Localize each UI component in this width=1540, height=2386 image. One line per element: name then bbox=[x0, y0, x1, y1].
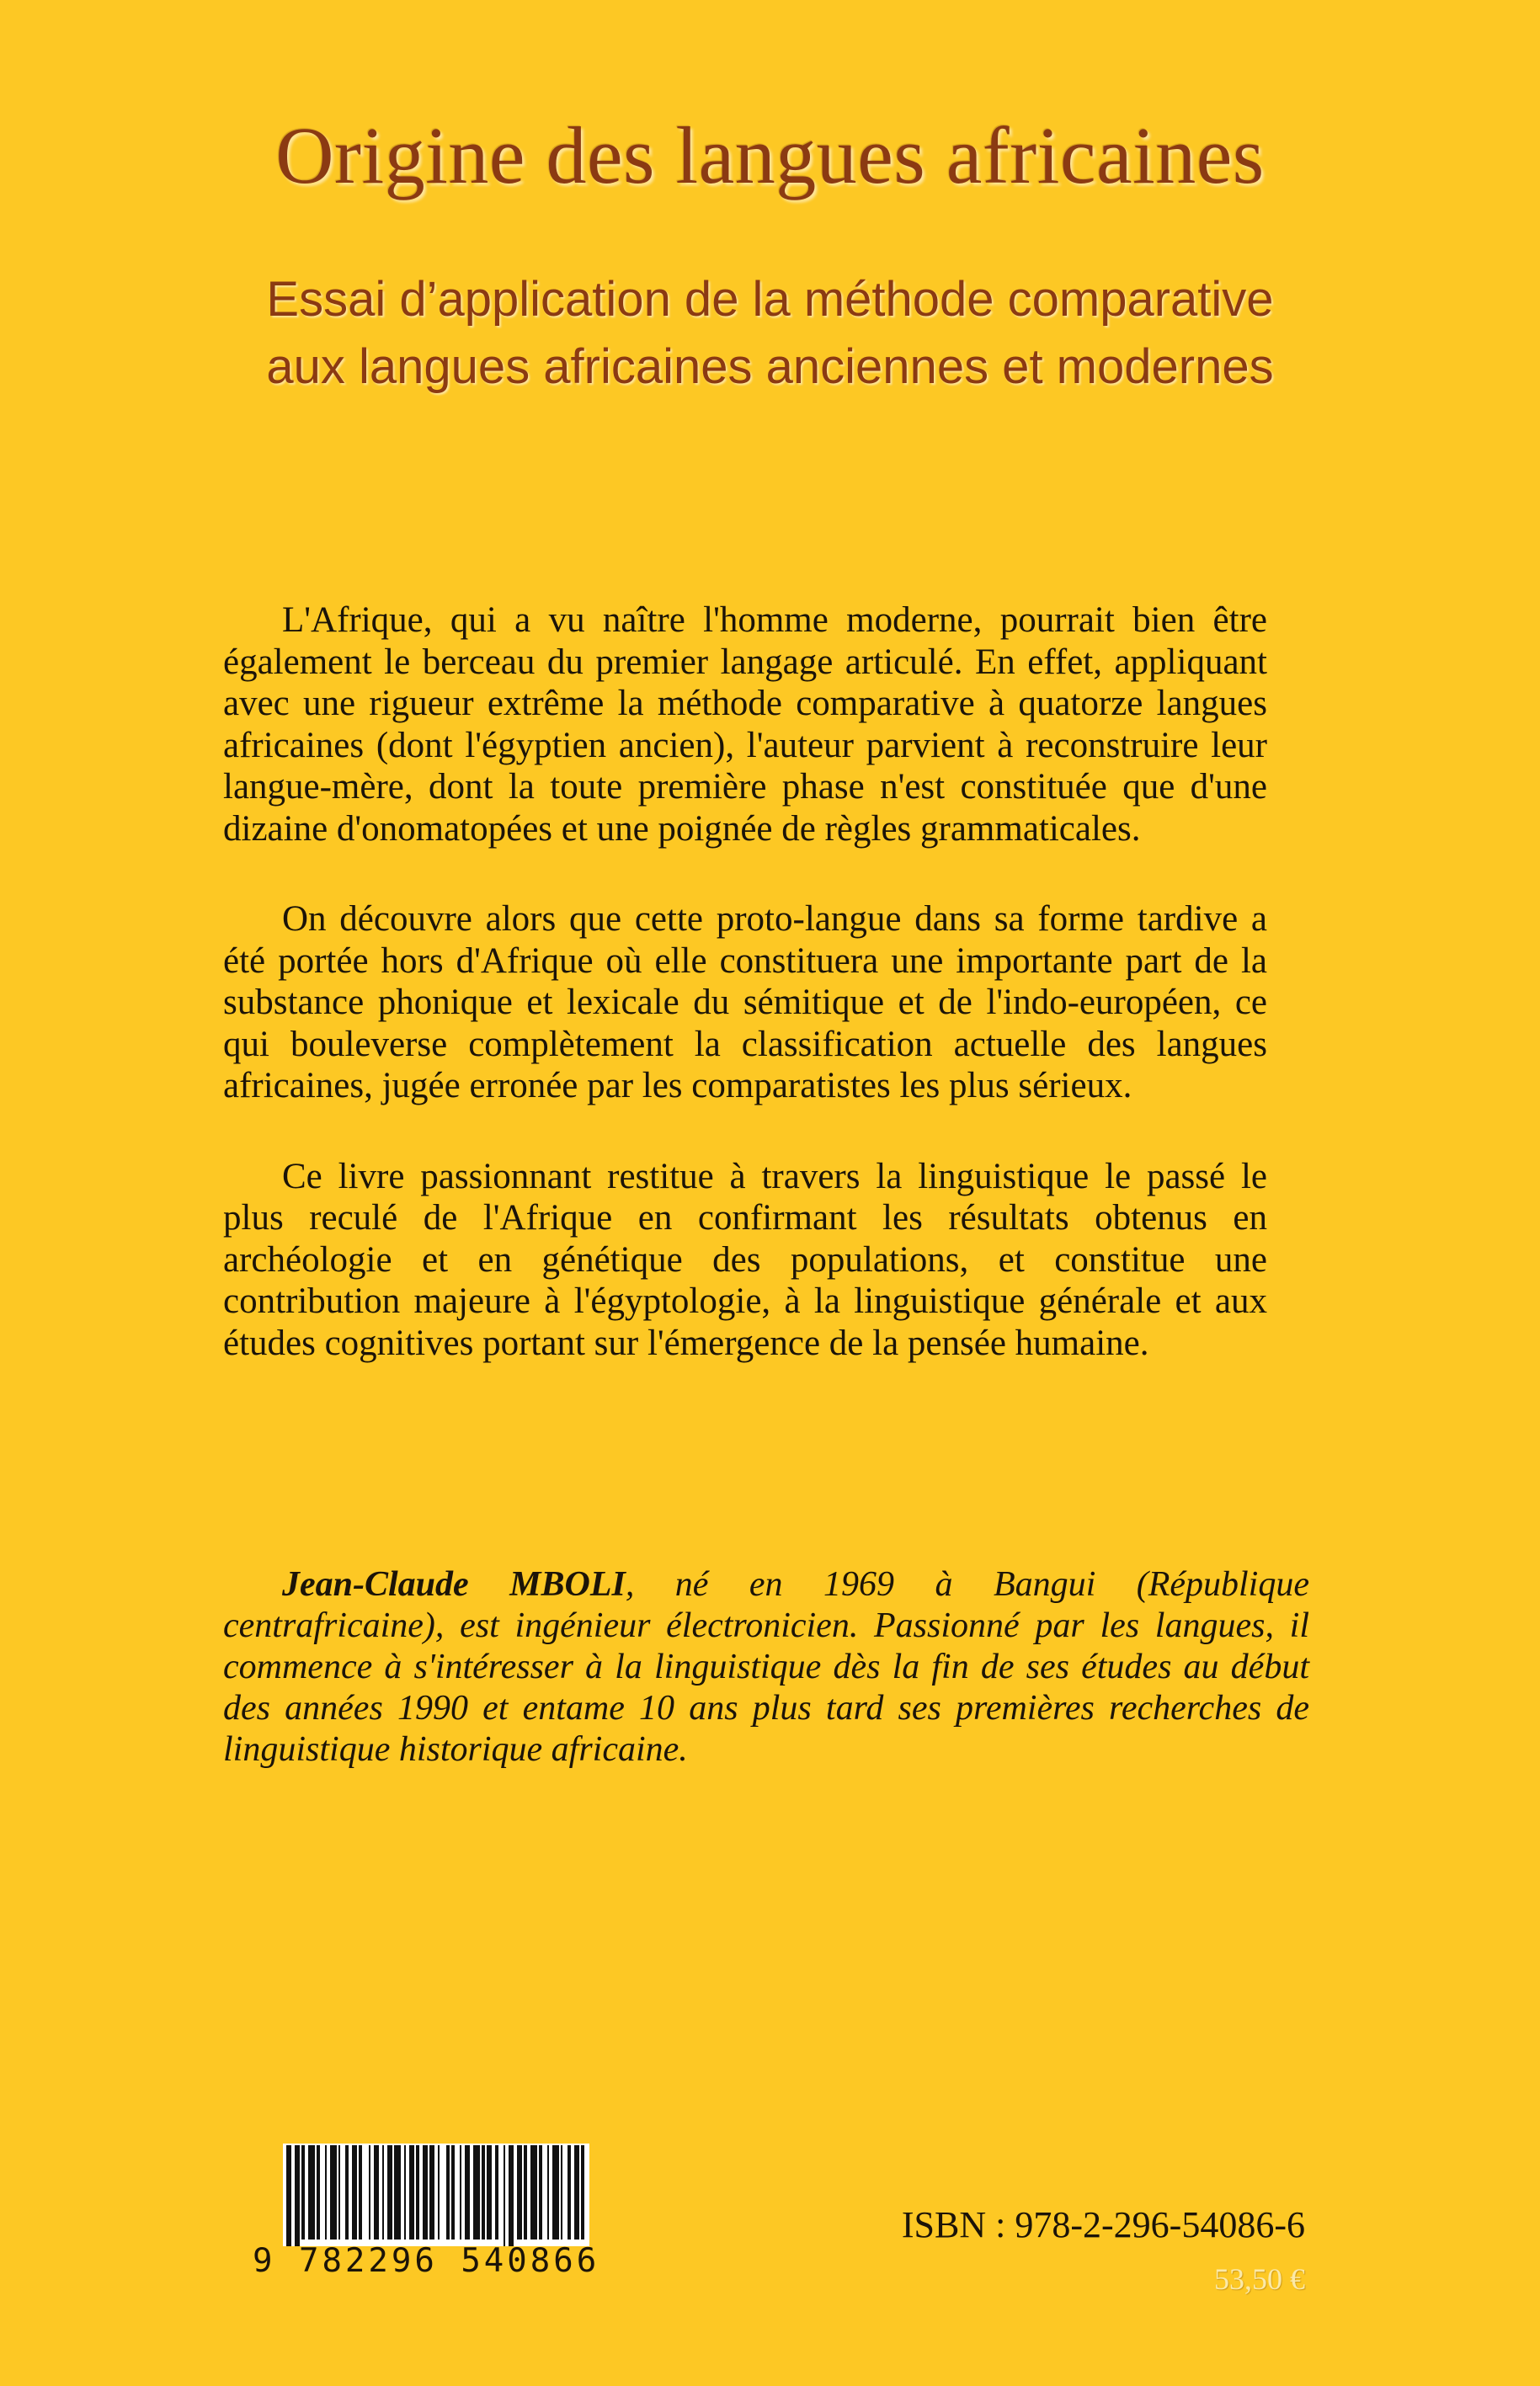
author-bio-text: , né en 1969 à Bangui (République centrafricaine), est ingénieur électronicien. Passionné par les langues, il commence à s'intéresser à la linguistique dès la fin de ses études au début des années 1990 et entame 10 ans plus tard ses premières recherches de linguistique historique africaine. bbox=[223, 1565, 1309, 1769]
barcode-bar bbox=[317, 2145, 320, 2240]
barcode-bar bbox=[509, 2145, 514, 2246]
barcode-bar bbox=[517, 2145, 522, 2240]
back-cover-blurb bbox=[223, 599, 1267, 1413]
barcode-bar bbox=[359, 2145, 362, 2240]
barcode-bar bbox=[460, 2145, 461, 2240]
barcode-bar bbox=[581, 2145, 584, 2240]
barcode-bar bbox=[404, 2145, 406, 2240]
barcode-bar bbox=[429, 2145, 434, 2240]
barcode-bar bbox=[482, 2145, 485, 2240]
barcode-bar bbox=[295, 2145, 300, 2246]
barcode-bar bbox=[446, 2145, 450, 2240]
barcode-bar bbox=[561, 2145, 562, 2240]
barcode-bar bbox=[301, 2145, 305, 2240]
barcode-bar bbox=[352, 2145, 357, 2240]
barcode-bar bbox=[568, 2145, 571, 2240]
barcode-bar bbox=[409, 2145, 414, 2240]
barcode-bar bbox=[286, 2145, 291, 2246]
barcode-bar bbox=[382, 2145, 384, 2240]
barcode-bar bbox=[369, 2145, 370, 2240]
blurb-paragraph-3: Ce livre passionnant restitue à travers la linguistique le passé le plus reculé de l'Afrique en confirmant les résultats obtenus en archéologie et en génétique des populations, et constitue une contribution majeure à l'égyptologie, à la linguistique générale et aux études cognitives portant sur l'émergence de la pensée humaine. bbox=[223, 1156, 1267, 1363]
barcode-bar bbox=[539, 2145, 542, 2240]
barcode-bar bbox=[451, 2145, 455, 2240]
blurb-paragraph-1: L'Afrique, qui a vu naître l'homme moderne, pourrait bien être également le berceau du premier langage articulé. En effet, appliquant avec une rigueur extrême la méthode comparative à quatorze langues africaines (dont l'égyptien ancien), l'auteur parvient à reconstruire leur langue-mère, dont la toute première phase n'est constituée que d'une dizaine d'onomatopées et une poignée de règles grammaticales. bbox=[223, 600, 1267, 849]
subtitle-line-2: aux langues africaines anciennes et modernes bbox=[266, 339, 1274, 394]
barcode-bar bbox=[465, 2145, 470, 2240]
barcode-bar bbox=[345, 2145, 349, 2240]
barcode-bar bbox=[495, 2145, 498, 2240]
subtitle-line-1: Essai d’application de la méthode comparative bbox=[266, 272, 1274, 327]
barcode-bars bbox=[283, 2144, 589, 2246]
barcode-bar bbox=[325, 2145, 327, 2240]
blurb-paragraph-2: On découvre alors que cette proto-langue dans sa forme tardive a été portée hors d'Afrique où elle constituera une importante part de la substance phonique et lexicale du sémitique et de l'indo-européen, ce qui bouleverse complètement la classification actuelle des langues africaines, jugée erronée par les comparatistes les plus sérieux. bbox=[223, 899, 1267, 1105]
barcode-bar bbox=[438, 2145, 440, 2240]
barcode-bar bbox=[547, 2145, 549, 2240]
author-name: Jean-Claude MBOLI bbox=[282, 1565, 626, 1604]
author-bio bbox=[223, 1564, 1309, 1771]
barcode-bar bbox=[338, 2145, 340, 2240]
barcode-bar bbox=[524, 2145, 527, 2240]
barcode-bar bbox=[574, 2145, 579, 2240]
price: 53,50 € bbox=[1214, 2262, 1305, 2296]
isbn: ISBN : 978-2-296-54086-6 bbox=[901, 2204, 1305, 2245]
barcode-digits: 9 782296 540866 bbox=[253, 2242, 600, 2280]
barcode-bar bbox=[530, 2145, 537, 2240]
barcode-bar bbox=[423, 2145, 428, 2240]
barcode bbox=[253, 2144, 600, 2280]
barcode-bar bbox=[308, 2145, 315, 2240]
barcode-bar bbox=[394, 2145, 401, 2240]
barcode-bar bbox=[504, 2145, 505, 2246]
barcode-bar bbox=[487, 2145, 492, 2240]
book-subtitle bbox=[0, 266, 1540, 401]
book-title: Origine des langues africaines bbox=[275, 110, 1265, 200]
barcode-bar bbox=[330, 2145, 337, 2240]
barcode-bar bbox=[552, 2145, 559, 2240]
barcode-bar bbox=[473, 2145, 480, 2240]
barcode-bar bbox=[416, 2145, 419, 2240]
barcode-bar bbox=[374, 2145, 379, 2240]
barcode-bar bbox=[387, 2145, 392, 2240]
